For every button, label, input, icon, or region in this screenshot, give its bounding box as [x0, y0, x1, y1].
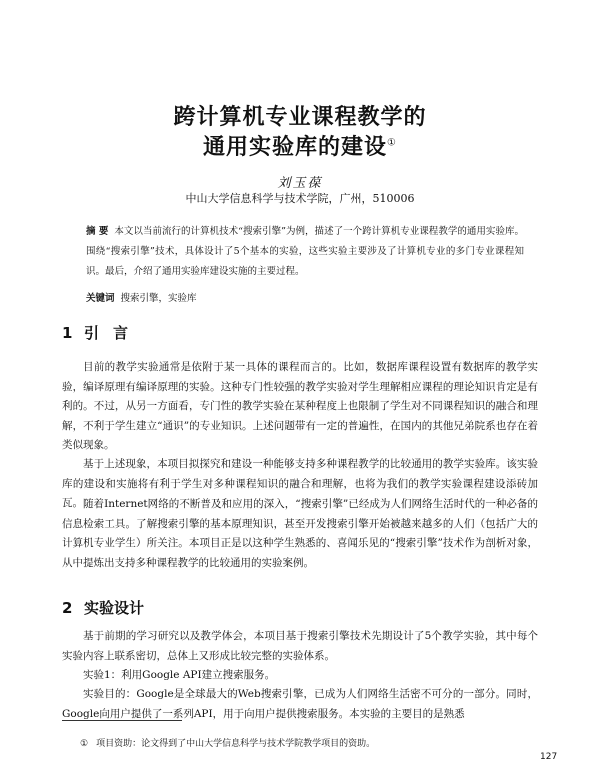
footnote-mark: ① — [80, 739, 89, 749]
footnote — [80, 738, 520, 750]
affiliation: 中山大学信息科学与技术学院，广州，510006 — [185, 192, 415, 205]
section-1-number: 1 — [62, 324, 73, 342]
keywords-text: 搜索引擎，实验库 — [120, 293, 197, 304]
keywords-label: 关键词 — [86, 293, 115, 304]
design-paragraph-2: 实验1：利用Google API建立搜索服务。 — [83, 669, 276, 681]
footnote-rule — [62, 720, 182, 721]
page-number: 127 — [540, 752, 558, 762]
design-paragraph-3: 实验目的：Google是全球最大的Web搜索引擎，已成为人们网络生活密不可分的一部分。同时，Google向用户提供了一系列API，用于向用户提供搜索服务。本实验的主要目的是熟悉 — [62, 688, 538, 720]
intro-paragraph-1: 目前的教学实验通常是依附于某一具体的课程而言的。比如，数据库课程设置有数据库的教学实验，编译原理有编译原理的实验。这种专门性较强的教学实验对学生理解相应课程的理论知识肯定是有利的。不过，从另一方面看，专门性的教学实验在某种程度上也限制了学生对不同课程知识的融合和理解，不利于学生建立“通识”的专业知识。上述问题带有一定的普遍性，在国内的其他兄弟院系也存在着类似现象。 — [62, 361, 538, 451]
title-line-2-text: 通用实验库的建设 — [203, 135, 388, 160]
abstract — [86, 222, 524, 282]
section-2-title: 实验设计 — [84, 599, 145, 617]
intro-paragraph-2: 基于上述现象，本项目拟探究和建设一种能够支持多种课程教学的比较通用的教学实验库。该实验库的建设和实施将有利于学生对多种课程知识的融合和理解，也将为我们的教学实验课程建设添砖加瓦。 — [62, 458, 538, 509]
section-2-number: 2 — [62, 599, 73, 617]
section-1-title: 引言 — [84, 324, 143, 342]
intro-paragraph-3: 随着Internet网络的不断普及和应用的深入，“搜索引擎”已经成为人们网络生活时代的一种必备的信息检索工具。了解搜索引擎的基本原理知识，甚至开发搜索引擎开始被越来越多的人们（包括广大的计算机专业学生）所关注。本项目正是以这种学生熟悉的、喜闻乐见的“搜索引擎”技术作为剖析对象，从中提炼出支持多种课程教学的比较通用的实验案例。 — [62, 498, 538, 569]
title-footnote-mark: ① — [387, 137, 397, 149]
section-heading-design — [62, 597, 144, 618]
abstract-label: 摘 要 — [86, 226, 109, 237]
design-paragraph-1: 基于前期的学习研究以及教学体会，本项目基于搜索引擎技术先期设计了5个教学实验，其中每个实验内容上联系密切，总体上又形成比较完整的实验体系。 — [62, 630, 538, 662]
keywords — [86, 292, 524, 306]
author: 刘玉葆 — [277, 176, 323, 191]
abstract-text: 本文以当前流行的计算机技术“搜索引擎”为例，描述了一个跨计算机专业课程教学的通用实验库。围绕“搜索引擎”技术，具体设计了5个基本的实验，这些实验主要涉及了计算机专业的多门专业课程知识。最后，介绍了通用实验库建设实施的主要过程。 — [86, 226, 524, 277]
footnote-text: 项目资助：论文得到了中山大学信息科学与技术学院教学项目的资助。 — [96, 739, 376, 749]
title-line-1: 跨计算机专业课程教学的 — [173, 105, 427, 130]
section-heading-intro — [62, 322, 142, 343]
title-line-2 — [0, 130, 600, 161]
